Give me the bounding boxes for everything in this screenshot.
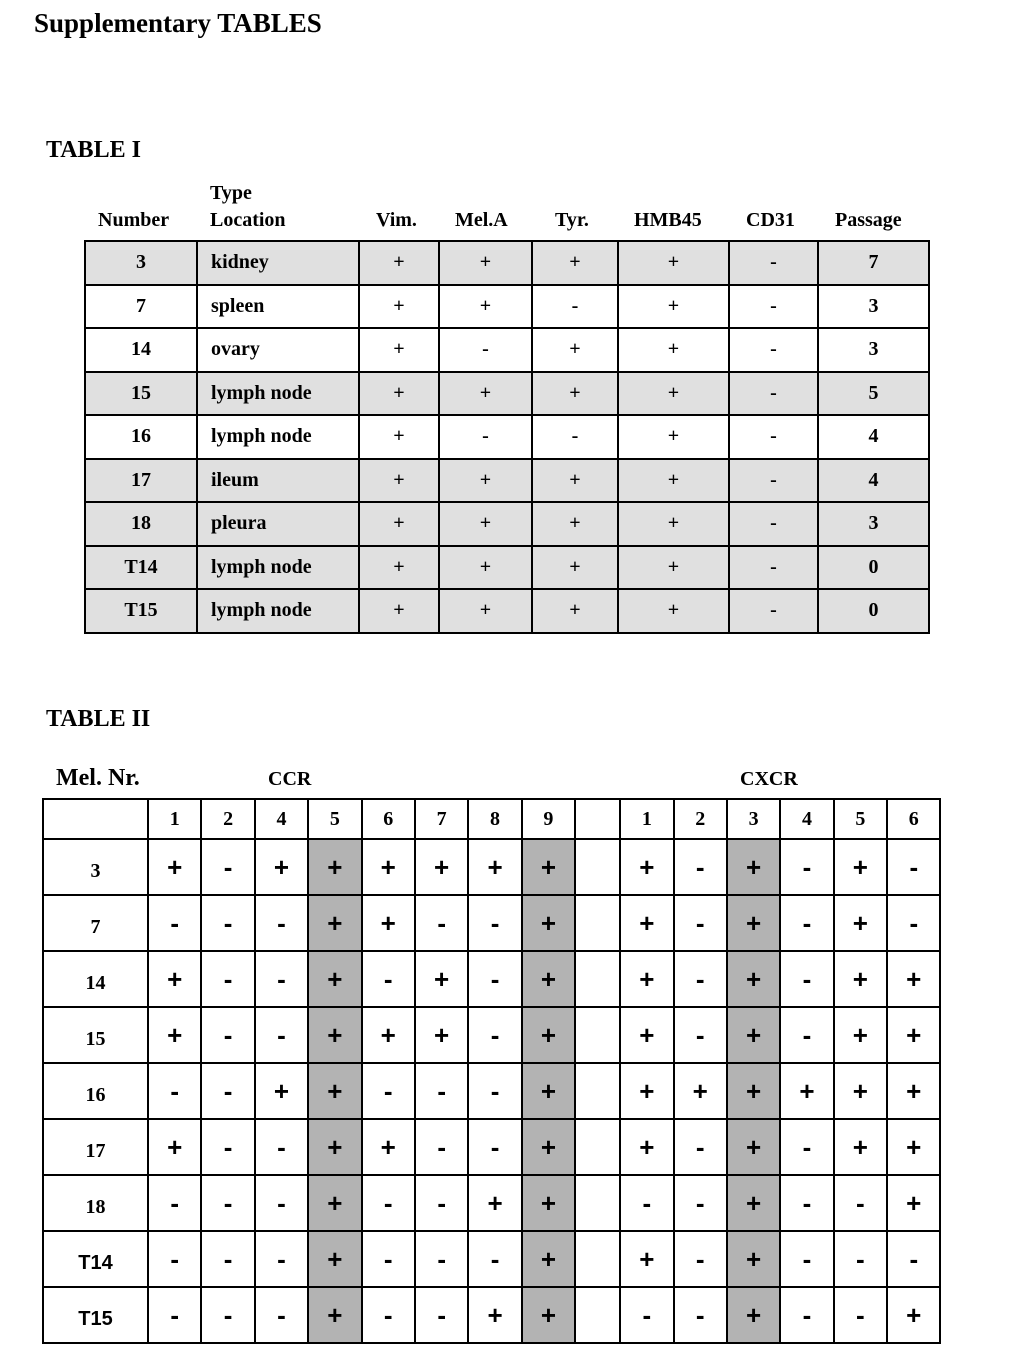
table-row	[85, 546, 929, 590]
header-cxcr-4: 4	[780, 799, 833, 839]
cell-cxcr-5: +	[834, 1119, 887, 1175]
header-passage: Passage	[835, 209, 902, 231]
cell-cxcr-3: +	[727, 951, 780, 1007]
cell-cxcr-2: -	[674, 1175, 727, 1231]
page-title: Supplementary TABLES	[34, 8, 322, 38]
header-ccr-9: 9	[522, 799, 575, 839]
cell-ccr-9: +	[522, 1231, 575, 1287]
cell-cxcr-6: -	[887, 839, 940, 895]
cell-spacer	[575, 1287, 620, 1343]
cell-cxcr-1: -	[620, 1175, 673, 1231]
cell-ccr-6: -	[362, 1287, 415, 1343]
cell-ccr-4: -	[255, 1287, 308, 1343]
cell-tyr: +	[532, 589, 618, 633]
row-label: T15	[43, 1287, 148, 1343]
cell-cxcr-4: -	[780, 1007, 833, 1063]
cell-cxcr-5: +	[834, 839, 887, 895]
cell-cxcr-4: -	[780, 1119, 833, 1175]
header-corner	[43, 799, 148, 839]
cell-cxcr-3: +	[727, 895, 780, 951]
cell-ccr-5: +	[308, 1007, 361, 1063]
cell-ccr-5: +	[308, 895, 361, 951]
cell-spacer	[575, 1231, 620, 1287]
cell-cxcr-1: -	[620, 1287, 673, 1343]
cell-location: lymph node	[197, 372, 359, 416]
cell-ccr-4: -	[255, 1175, 308, 1231]
cell-cxcr-2: -	[674, 1119, 727, 1175]
cell-ccr-8: +	[468, 1175, 521, 1231]
cell-ccr-9: +	[522, 1287, 575, 1343]
cell-spacer	[575, 1063, 620, 1119]
cell-cxcr-3: +	[727, 1119, 780, 1175]
cell-cxcr-5: +	[834, 1063, 887, 1119]
cell-hmb45: +	[618, 589, 729, 633]
row-label: 16	[43, 1063, 148, 1119]
cell-cxcr-2: -	[674, 1231, 727, 1287]
header-hmb45: HMB45	[634, 209, 702, 231]
cell-cd31: -	[729, 241, 818, 285]
header-type: Type	[210, 182, 252, 204]
cell-ccr-5: +	[308, 1175, 361, 1231]
cell-cxcr-1: +	[620, 951, 673, 1007]
cell-location: kidney	[197, 241, 359, 285]
cell-cxcr-3: +	[727, 1175, 780, 1231]
cell-mela: +	[439, 241, 532, 285]
cell-ccr-9: +	[522, 951, 575, 1007]
cell-ccr-4: -	[255, 1231, 308, 1287]
cell-cxcr-1: +	[620, 1231, 673, 1287]
cell-spacer	[575, 1007, 620, 1063]
cell-ccr-9: +	[522, 1007, 575, 1063]
cell-passage: 4	[818, 415, 929, 459]
table-row	[85, 459, 929, 503]
cell-number: 15	[85, 372, 197, 416]
cell-hmb45: +	[618, 546, 729, 590]
cell-cxcr-2: -	[674, 951, 727, 1007]
cell-ccr-1: -	[148, 1175, 201, 1231]
cell-vim: +	[359, 372, 439, 416]
cell-ccr-9: +	[522, 1119, 575, 1175]
cell-spacer	[575, 895, 620, 951]
cell-cxcr-5: +	[834, 1007, 887, 1063]
cell-ccr-4: -	[255, 895, 308, 951]
cell-spacer	[575, 839, 620, 895]
cell-number: 14	[85, 328, 197, 372]
cell-ccr-7: -	[415, 895, 468, 951]
cell-ccr-8: +	[468, 1287, 521, 1343]
header-cxcr-3: 3	[727, 799, 780, 839]
cell-tyr: +	[532, 502, 618, 546]
cell-location: lymph node	[197, 546, 359, 590]
cell-cd31: -	[729, 546, 818, 590]
cell-vim: +	[359, 415, 439, 459]
cell-mela: +	[439, 459, 532, 503]
cell-cxcr-6: -	[887, 895, 940, 951]
cell-cxcr-2: -	[674, 839, 727, 895]
cell-ccr-7: -	[415, 1175, 468, 1231]
cell-ccr-1: -	[148, 1231, 201, 1287]
cell-ccr-8: -	[468, 1007, 521, 1063]
cell-cd31: -	[729, 285, 818, 329]
cell-cxcr-1: +	[620, 839, 673, 895]
cell-ccr-9: +	[522, 895, 575, 951]
cell-number: 3	[85, 241, 197, 285]
cell-cxcr-1: +	[620, 1007, 673, 1063]
cell-location: ovary	[197, 328, 359, 372]
cell-location: spleen	[197, 285, 359, 329]
cell-cxcr-5: +	[834, 895, 887, 951]
cell-hmb45: +	[618, 372, 729, 416]
cell-ccr-2: -	[201, 1119, 254, 1175]
cell-ccr-7: -	[415, 1119, 468, 1175]
cell-ccr-7: +	[415, 1007, 468, 1063]
cxcr-group-label: CXCR	[740, 768, 798, 790]
cell-passage: 5	[818, 372, 929, 416]
table-row	[43, 1007, 940, 1063]
table-row	[43, 951, 940, 1007]
cell-ccr-8: -	[468, 895, 521, 951]
cell-location: lymph node	[197, 415, 359, 459]
cell-ccr-1: +	[148, 1007, 201, 1063]
cell-vim: +	[359, 285, 439, 329]
cell-cxcr-6: -	[887, 1231, 940, 1287]
cell-ccr-5: +	[308, 1231, 361, 1287]
cell-ccr-8: -	[468, 951, 521, 1007]
header-ccr-5: 5	[308, 799, 361, 839]
cell-cxcr-1: +	[620, 895, 673, 951]
cell-mela: +	[439, 372, 532, 416]
table1	[84, 240, 930, 634]
cell-ccr-6: +	[362, 895, 415, 951]
cell-ccr-6: -	[362, 1231, 415, 1287]
table-row	[43, 839, 940, 895]
row-label: 14	[43, 951, 148, 1007]
cell-cxcr-4: -	[780, 839, 833, 895]
cell-tyr: +	[532, 372, 618, 416]
cell-ccr-5: +	[308, 839, 361, 895]
cell-cxcr-1: +	[620, 1119, 673, 1175]
cell-cxcr-3: +	[727, 839, 780, 895]
cell-ccr-2: -	[201, 1175, 254, 1231]
cell-cxcr-4: +	[780, 1063, 833, 1119]
cell-hmb45: +	[618, 241, 729, 285]
cell-ccr-2: -	[201, 839, 254, 895]
cell-mela: -	[439, 328, 532, 372]
cell-mela: +	[439, 502, 532, 546]
header-cxcr-5: 5	[834, 799, 887, 839]
cell-cxcr-4: -	[780, 1287, 833, 1343]
cell-cxcr-5: -	[834, 1175, 887, 1231]
header-cxcr-2: 2	[674, 799, 727, 839]
cell-ccr-7: +	[415, 951, 468, 1007]
cell-ccr-6: +	[362, 1007, 415, 1063]
cell-cxcr-2: +	[674, 1063, 727, 1119]
cell-passage: 0	[818, 546, 929, 590]
header-location: Location	[210, 209, 286, 231]
cell-tyr: +	[532, 546, 618, 590]
cell-passage: 0	[818, 589, 929, 633]
cell-ccr-7: +	[415, 839, 468, 895]
cell-passage: 3	[818, 328, 929, 372]
cell-location: ileum	[197, 459, 359, 503]
cell-ccr-1: -	[148, 1287, 201, 1343]
cell-spacer	[575, 951, 620, 1007]
cell-cxcr-2: -	[674, 1007, 727, 1063]
row-label: 17	[43, 1119, 148, 1175]
header-number: Number	[98, 209, 170, 231]
cell-ccr-2: -	[201, 1287, 254, 1343]
cell-number: 16	[85, 415, 197, 459]
table-row	[43, 895, 940, 951]
header-tyr: Tyr.	[555, 209, 589, 231]
cell-cxcr-6: +	[887, 1063, 940, 1119]
cell-cxcr-3: +	[727, 1231, 780, 1287]
cell-ccr-2: -	[201, 1063, 254, 1119]
header-cxcr-1: 1	[620, 799, 673, 839]
cell-cxcr-4: -	[780, 895, 833, 951]
cell-location: lymph node	[197, 589, 359, 633]
header-ccr-6: 6	[362, 799, 415, 839]
cell-ccr-9: +	[522, 1063, 575, 1119]
cell-ccr-4: -	[255, 1119, 308, 1175]
cell-ccr-9: +	[522, 1175, 575, 1231]
cell-passage: 4	[818, 459, 929, 503]
cell-cxcr-4: -	[780, 1231, 833, 1287]
cell-mela: +	[439, 285, 532, 329]
cell-cxcr-6: +	[887, 1175, 940, 1231]
table-row	[85, 502, 929, 546]
cell-ccr-8: -	[468, 1119, 521, 1175]
cell-ccr-1: +	[148, 1119, 201, 1175]
cell-vim: +	[359, 589, 439, 633]
header-ccr-8: 8	[468, 799, 521, 839]
cell-ccr-6: -	[362, 1063, 415, 1119]
cell-passage: 3	[818, 502, 929, 546]
cell-cxcr-5: +	[834, 951, 887, 1007]
mel-nr-label: Mel. Nr.	[56, 765, 140, 791]
table2-title: TABLE II	[46, 706, 151, 732]
cell-number: T15	[85, 589, 197, 633]
cell-ccr-7: -	[415, 1287, 468, 1343]
cell-number: 7	[85, 285, 197, 329]
header-ccr-1: 1	[148, 799, 201, 839]
cell-cxcr-6: +	[887, 1007, 940, 1063]
cell-ccr-4: +	[255, 839, 308, 895]
cell-number: T14	[85, 546, 197, 590]
table-row	[85, 415, 929, 459]
cell-ccr-5: +	[308, 951, 361, 1007]
table1-title: TABLE I	[46, 137, 141, 163]
table-row	[43, 1231, 940, 1287]
cell-hmb45: +	[618, 285, 729, 329]
table2	[42, 798, 941, 1344]
table-row	[85, 328, 929, 372]
cell-ccr-6: -	[362, 951, 415, 1007]
cell-ccr-9: +	[522, 839, 575, 895]
header-cxcr-6: 6	[887, 799, 940, 839]
cell-cd31: -	[729, 372, 818, 416]
cell-cd31: -	[729, 459, 818, 503]
cell-hmb45: +	[618, 459, 729, 503]
table-row	[85, 241, 929, 285]
cell-cxcr-5: -	[834, 1231, 887, 1287]
table-row	[85, 589, 929, 633]
row-label: 7	[43, 895, 148, 951]
cell-number: 17	[85, 459, 197, 503]
cell-tyr: +	[532, 459, 618, 503]
cell-ccr-8: +	[468, 839, 521, 895]
cell-ccr-7: -	[415, 1063, 468, 1119]
cell-cxcr-5: -	[834, 1287, 887, 1343]
cell-hmb45: +	[618, 502, 729, 546]
cell-cxcr-2: -	[674, 895, 727, 951]
cell-spacer	[575, 1175, 620, 1231]
cell-ccr-5: +	[308, 1119, 361, 1175]
table-row	[43, 1287, 940, 1343]
cell-cxcr-6: +	[887, 951, 940, 1007]
cell-ccr-2: -	[201, 895, 254, 951]
cell-cxcr-3: +	[727, 1287, 780, 1343]
cell-hmb45: +	[618, 415, 729, 459]
cell-cd31: -	[729, 415, 818, 459]
cell-ccr-2: -	[201, 1007, 254, 1063]
header-mela: Mel.A	[455, 209, 508, 231]
cell-ccr-8: -	[468, 1063, 521, 1119]
cell-cxcr-3: +	[727, 1007, 780, 1063]
cell-ccr-1: +	[148, 839, 201, 895]
cell-hmb45: +	[618, 328, 729, 372]
header-ccr-4: 4	[255, 799, 308, 839]
cell-ccr-6: +	[362, 1119, 415, 1175]
cell-ccr-2: -	[201, 951, 254, 1007]
cell-vim: +	[359, 328, 439, 372]
cell-ccr-4: -	[255, 951, 308, 1007]
table2-header-row	[43, 799, 940, 839]
cell-ccr-4: -	[255, 1007, 308, 1063]
table-row	[43, 1175, 940, 1231]
table-row	[85, 372, 929, 416]
cell-tyr: +	[532, 328, 618, 372]
table-row	[43, 1063, 940, 1119]
row-label: 15	[43, 1007, 148, 1063]
header-spacer	[575, 799, 620, 839]
cell-ccr-1: -	[148, 895, 201, 951]
cell-cd31: -	[729, 589, 818, 633]
cell-passage: 3	[818, 285, 929, 329]
cell-cxcr-6: +	[887, 1287, 940, 1343]
cell-mela: +	[439, 546, 532, 590]
cell-vim: +	[359, 241, 439, 285]
cell-cd31: -	[729, 328, 818, 372]
cell-passage: 7	[818, 241, 929, 285]
cell-cxcr-2: -	[674, 1287, 727, 1343]
cell-cxcr-4: -	[780, 951, 833, 1007]
ccr-group-label: CCR	[268, 768, 312, 790]
cell-cxcr-3: +	[727, 1063, 780, 1119]
cell-location: pleura	[197, 502, 359, 546]
cell-number: 18	[85, 502, 197, 546]
cell-cxcr-4: -	[780, 1175, 833, 1231]
header-ccr-2: 2	[201, 799, 254, 839]
header-cd31: CD31	[746, 209, 795, 231]
row-label: 3	[43, 839, 148, 895]
header-ccr-7: 7	[415, 799, 468, 839]
cell-ccr-4: +	[255, 1063, 308, 1119]
table-row	[85, 285, 929, 329]
cell-vim: +	[359, 546, 439, 590]
cell-spacer	[575, 1119, 620, 1175]
cell-vim: +	[359, 459, 439, 503]
cell-tyr: -	[532, 285, 618, 329]
cell-ccr-1: -	[148, 1063, 201, 1119]
table-row	[43, 1119, 940, 1175]
cell-tyr: +	[532, 241, 618, 285]
cell-mela: -	[439, 415, 532, 459]
cell-ccr-7: -	[415, 1231, 468, 1287]
cell-cxcr-6: +	[887, 1119, 940, 1175]
cell-ccr-5: +	[308, 1287, 361, 1343]
cell-ccr-1: +	[148, 951, 201, 1007]
row-label: T14	[43, 1231, 148, 1287]
cell-ccr-2: -	[201, 1231, 254, 1287]
cell-vim: +	[359, 502, 439, 546]
cell-ccr-5: +	[308, 1063, 361, 1119]
cell-ccr-8: -	[468, 1231, 521, 1287]
cell-ccr-6: +	[362, 839, 415, 895]
cell-mela: +	[439, 589, 532, 633]
cell-cxcr-1: +	[620, 1063, 673, 1119]
row-label: 18	[43, 1175, 148, 1231]
cell-ccr-6: -	[362, 1175, 415, 1231]
cell-tyr: -	[532, 415, 618, 459]
header-vim: Vim.	[376, 209, 417, 231]
cell-cd31: -	[729, 502, 818, 546]
